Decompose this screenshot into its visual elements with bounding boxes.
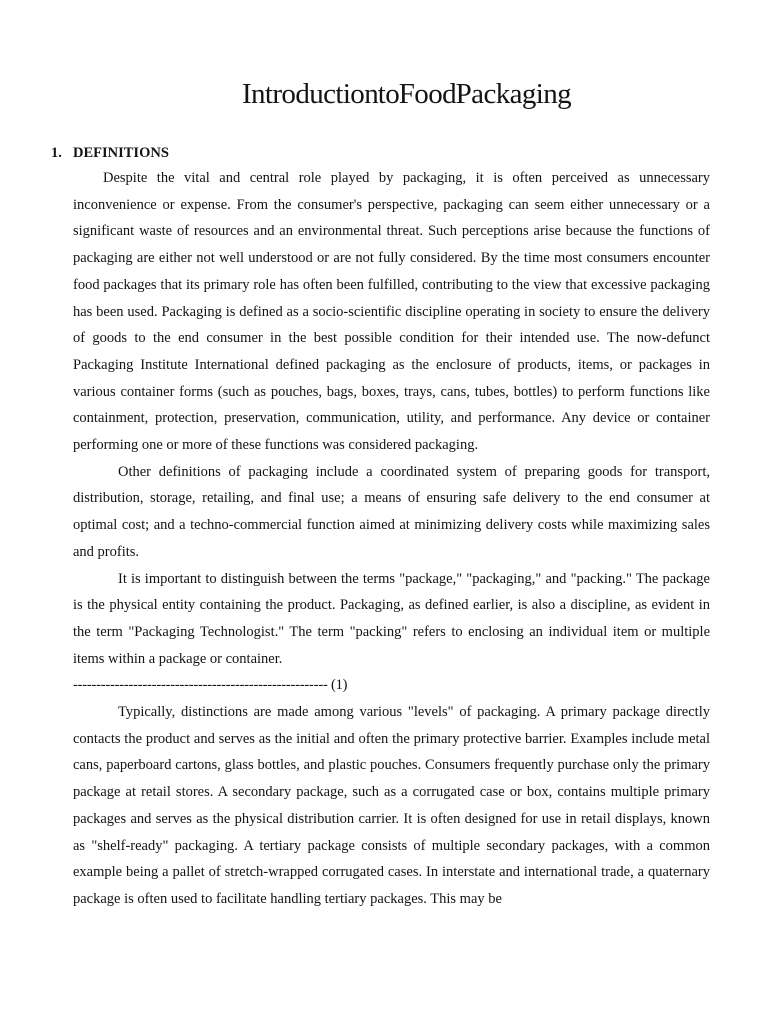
section-heading-text: DEFINITIONS bbox=[73, 145, 169, 161]
section-heading bbox=[51, 141, 710, 165]
paragraph-package-terms: It is important to distinguish between the terms "package," "packaging," and "packing." The package is the physical entity containing the product. Packaging, as defined earlier, is also a discipline, as evident in the term "Packaging Technologist." The term "packing" refers to enclosing an individual item or multiple items within a package or container. bbox=[73, 570, 710, 667]
divider-line: ------------------------------------------------------- (1) bbox=[73, 677, 348, 694]
section-number: 1. bbox=[51, 145, 62, 161]
paragraph-packaging-levels: Typically, distinctions are made among various "levels" of packaging. A primary package directly contacts the product and serves as the initial and often the primary protective barrier. Examples include metal cans, paperboard cartons, glass bottles, and plastic pouches. Consumers frequently purchase only the primary package at retail stores. A secondary package, such as a corrugated case or box, contains multiple primary packages and serves as the physical distribution carrier. It is often designed for use in retail displays, known as "shelf-ready" packaging. A tertiary package consists of multiple secondary packages, with a common example being a pallet of stretch-wrapped corrugated cases. In interstate and international trade, a quaternary package is often used to facilitate handling tertiary packages. This may be bbox=[73, 704, 710, 907]
paragraph-definitions-2: Other definitions of packaging include a coordinated system of preparing goods for transport, distribution, storage, retailing, and final use; a means of ensuring safe delivery to the end consumer at optimal cost; and a techno-commercial function aimed at minimizing delivery costs while maximizing sales and profits. bbox=[73, 463, 710, 560]
paragraph-definitions-1: Despite the vital and central role played by packaging, it is often perceived as unnecessary inconvenience or expense. From the consumer's perspective, packaging can seem either unnecessary or a significant waste of resources and an environmental threat. Such perceptions arise because the functions of packaging are either not well understood or are not fully considered. By the time most consumers encounter food packages that its primary role has often been fulfilled, contributing to the view that excessive packaging has been used. Packaging is defined as a socio-scientific discipline operating in society to ensure the delivery of goods to the end consumer in the best possible condition for their intended use. The now-defunct Packaging Institute International defined packaging as the enclosure of products, items, or packages in various container forms (such as pouches, bags, boxes, trays, cans, tubes, bottles) to perform functions like containment, protection, preservation, communication, utility, and performance. Any device or container performing one or more of these functions was considered packaging. bbox=[73, 170, 710, 454]
page-title: Introduction to Food Packaging bbox=[241, 78, 572, 110]
